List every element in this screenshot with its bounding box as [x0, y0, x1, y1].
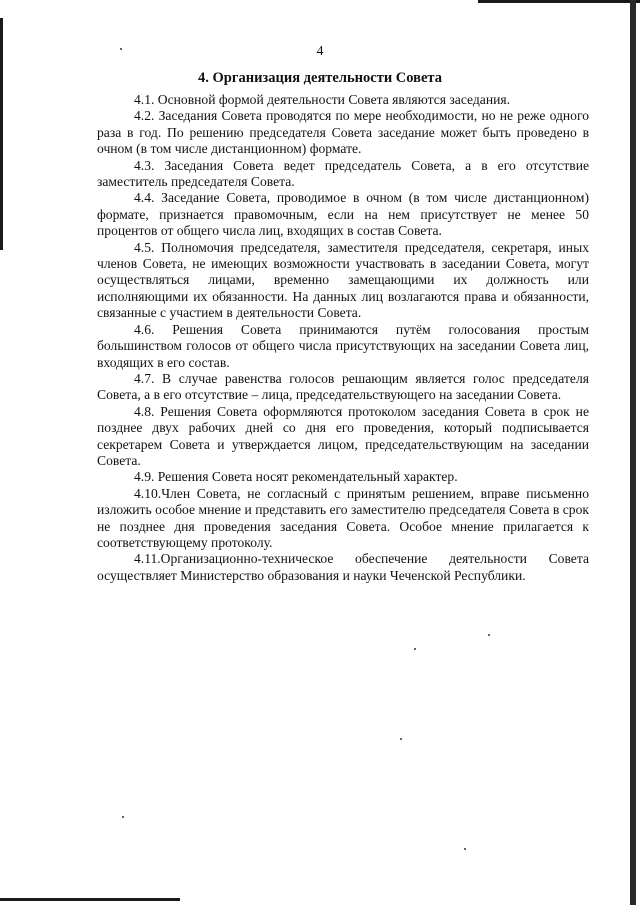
scan-speck: [488, 634, 490, 636]
clause-4-1: 4.1. Основной формой деятельности Совета являются заседания.: [134, 92, 511, 107]
scan-edge-top: [478, 0, 640, 3]
clause-4-5: 4.5. Полномочия председателя, заместителя председателя, секретаря, иных членов Совета, не имеющих возможности участвовать в заседании Совета, могут осуществляться лицами, временно замещающими их должность или исполняющими их обязанности. На данных лиц возлагаются права и обязанности, связанные с участием в деятельности Совета.: [97, 239, 589, 321]
section-heading: 4. Организация деятельности Совета: [198, 70, 442, 86]
scan-edge-right: [630, 0, 636, 905]
page-number: 4: [316, 44, 324, 59]
scan-speck: [414, 648, 416, 650]
clause-4-10: 4.10.Член Совета, не согласный с принятым решением, вправе письменно изложить особое мнение и представить его заместителю председателя Совета в срок не позднее дня проведения заседания Совета. Особое мнение прилагается к соответствующему протоколу.: [97, 485, 589, 550]
scan-edge-bottom: [0, 898, 180, 901]
clause-4-8: 4.8. Решения Совета оформляются протоколом заседания Совета в срок не позднее двух рабочих дней со дня его проведения, который подписывается секретарем Совета и утверждается лицом, председательствующим на заседании Совета.: [97, 403, 589, 468]
document-body: [97, 92, 589, 584]
clause-4-2: 4.2. Заседания Совета проводятся по мере необходимости, но не реже одного раза в год. По решению председателя Совета заседание может быть проведено в очном (в том числе дистанционном) формате.: [97, 108, 589, 157]
scan-speck: [464, 848, 466, 850]
clause-4-7: 4.7. В случае равенства голосов решающим является голос председателя Совета, а в его отсутствие – лица, председательствующего на заседании Совета.: [97, 370, 589, 403]
clause-4-3: 4.3. Заседания Совета ведет председатель Совета, а в его отсутствие заместитель председателя Совета.: [97, 157, 589, 190]
clause-4-6: 4.6. Решения Совета принимаются путём голосования простым большинством голосов от общего числа присутствующих на заседании Совета лиц, входящих в его состав.: [97, 321, 589, 370]
clause-4-11: 4.11.Организационно-техническое обеспечение деятельности Совета осуществляет Министерство образования и науки Чеченской Республики.: [97, 551, 589, 583]
scan-speck: [400, 738, 402, 740]
scan-speck: [122, 816, 124, 818]
clause-4-4: 4.4. Заседание Совета, проводимое в очном (в том числе дистанционном) формате, признается правомочным, если на нем присутствует не менее 50 процентов от общего числа лиц, входящих в состав Совета.: [97, 190, 589, 239]
clause-4-9: 4.9. Решения Совета носят рекомендательный характер.: [134, 469, 458, 485]
